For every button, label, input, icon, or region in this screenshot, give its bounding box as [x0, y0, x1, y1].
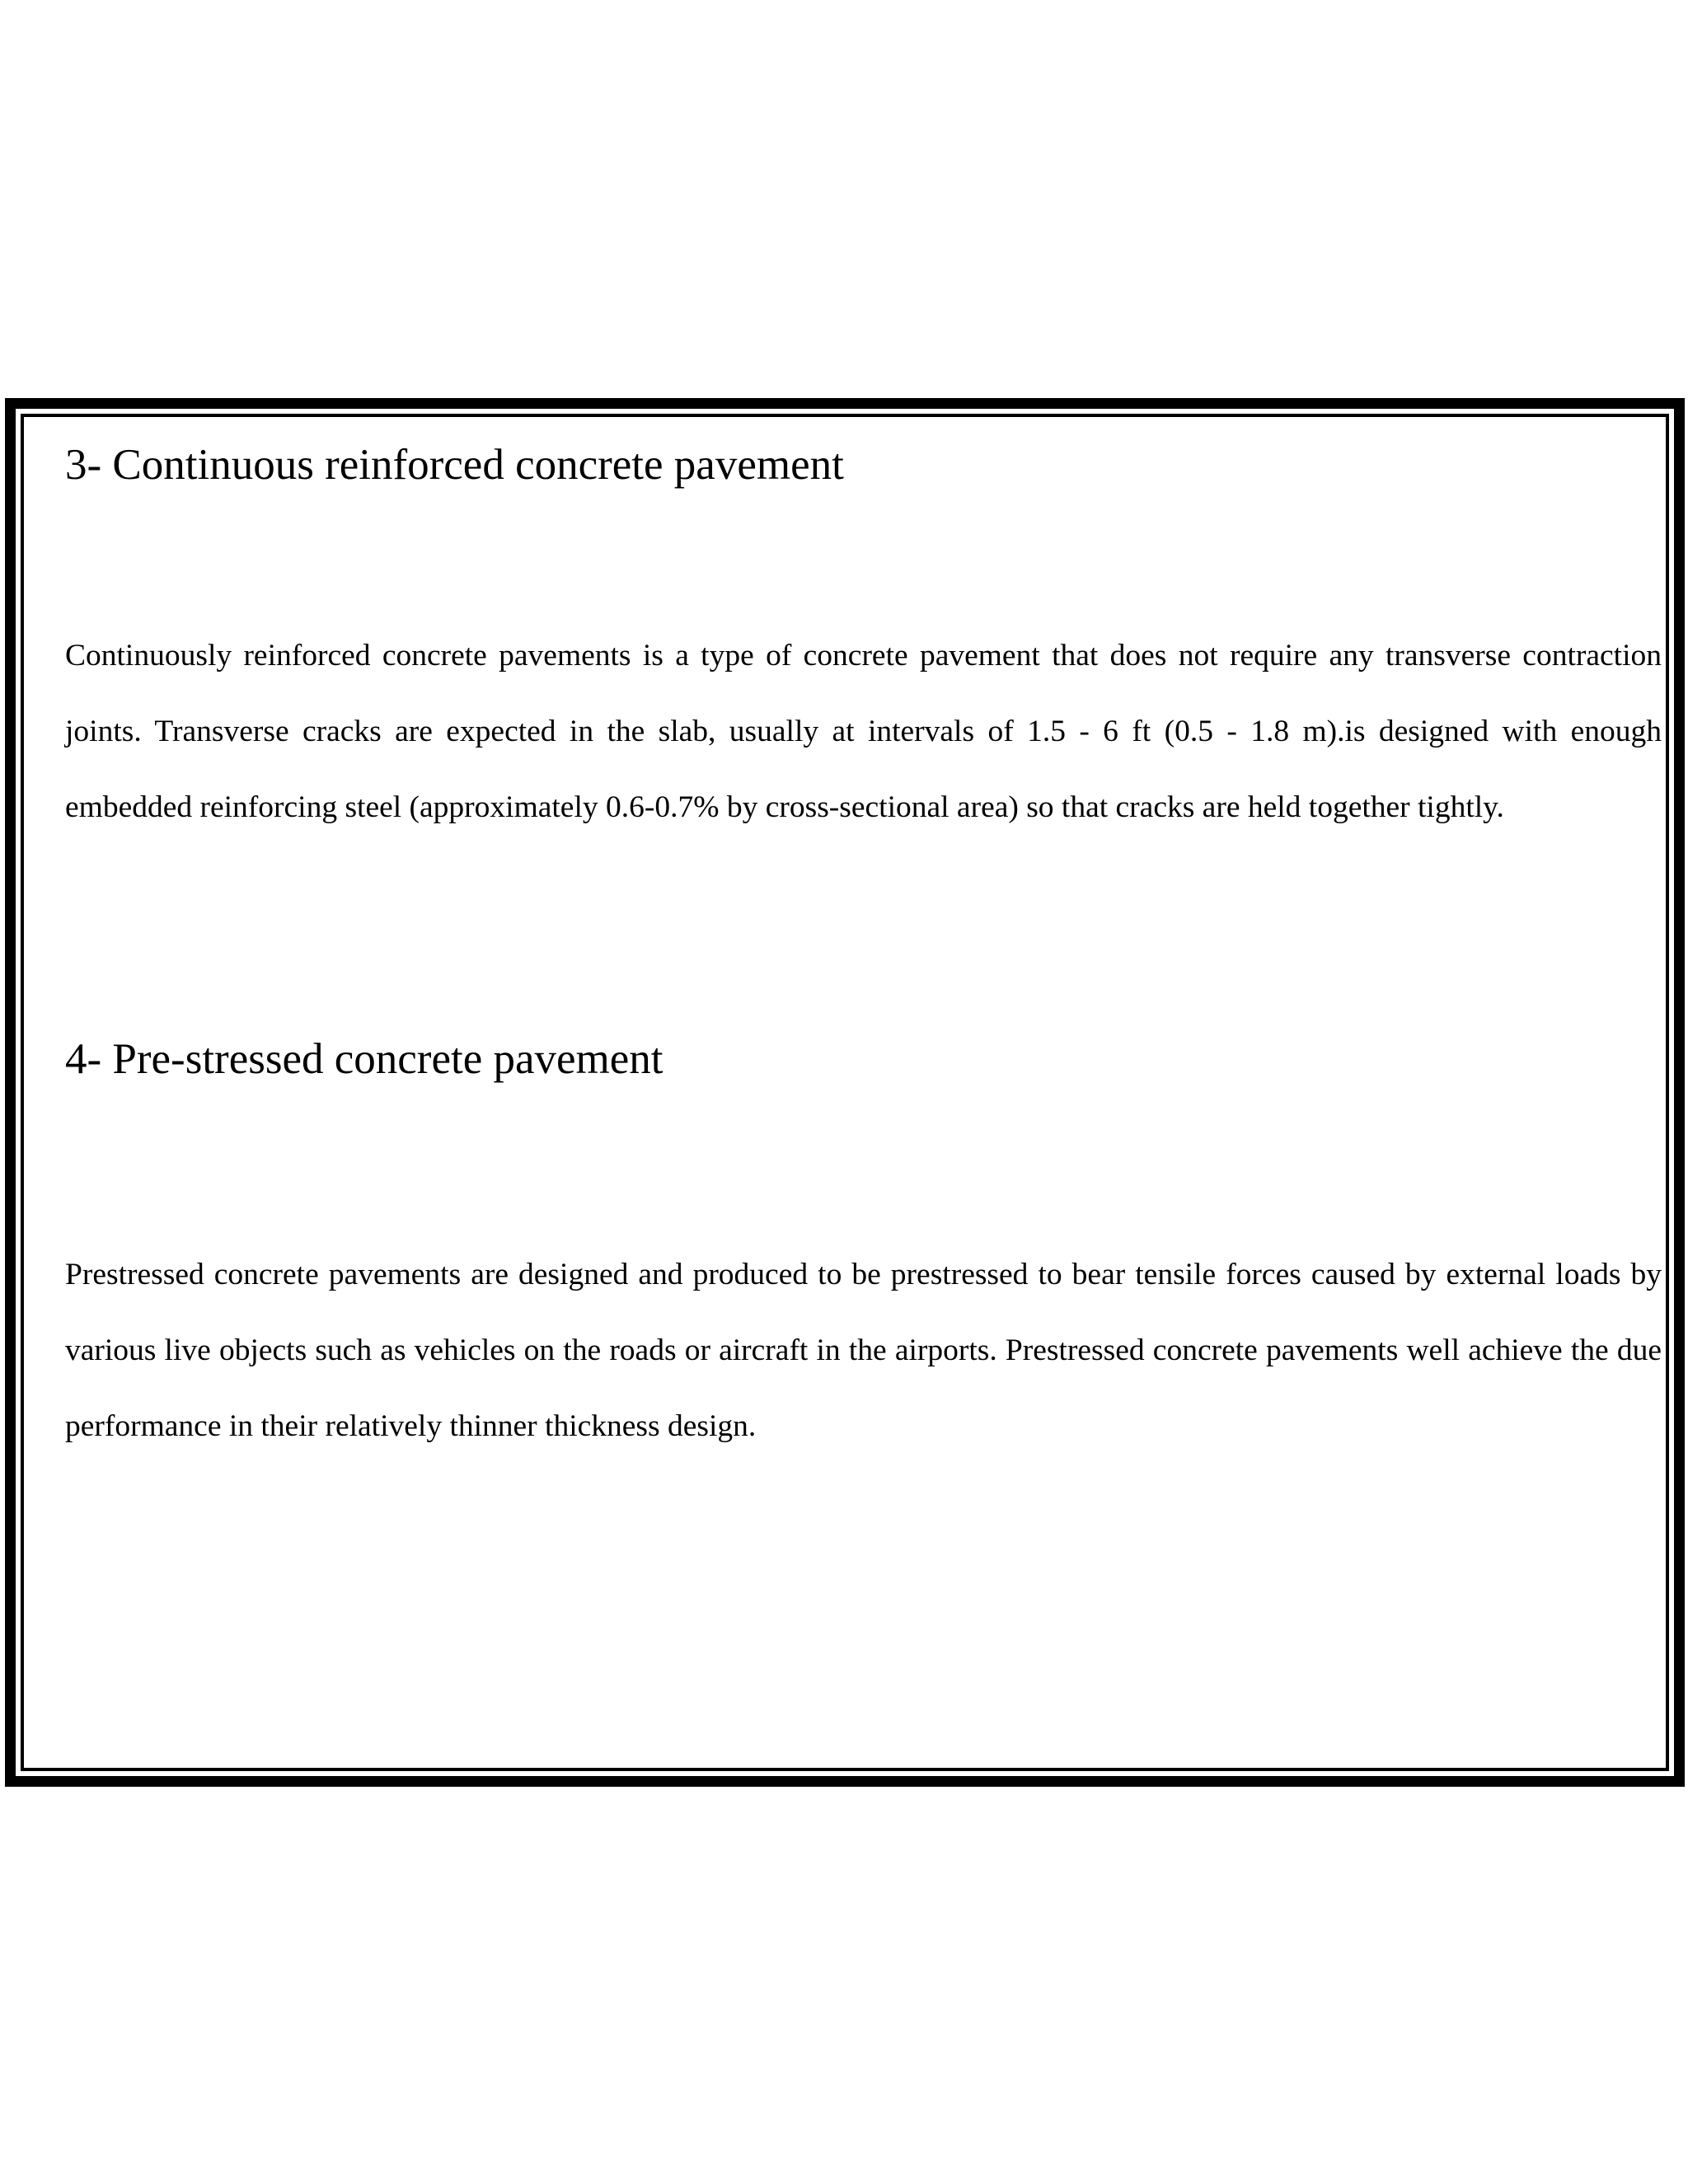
section-paragraph-continuous-reinforced: Continuously reinforced concrete pavements is a type of concrete pavement that does not require any transverse contraction joints. Transverse cracks are expected in the slab, usually at intervals of 1.5 - 6 ft (0.5 - 1.8 m).is designed with enough embedded reinforcing steel (approximately 0.6-0.7% by cross-sectional area) so that cracks are held together tightly. [65, 639, 1662, 824]
page-border-outer [5, 398, 1685, 1787]
section-paragraph-pre-stressed: Prestressed concrete pavements are designed and produced to be prestressed to bear tensile forces caused by external loads by various live objects such as vehicles on the roads or aircraft in the airports. Prestressed concrete pavements well achieve the due performance in their relatively thinner thickness design. [65, 1258, 1662, 1443]
section-heading-continuous-reinforced: 3- Continuous reinforced concrete pavement [65, 441, 844, 489]
section-heading-pre-stressed: 4- Pre-stressed concrete pavement [65, 1035, 663, 1083]
